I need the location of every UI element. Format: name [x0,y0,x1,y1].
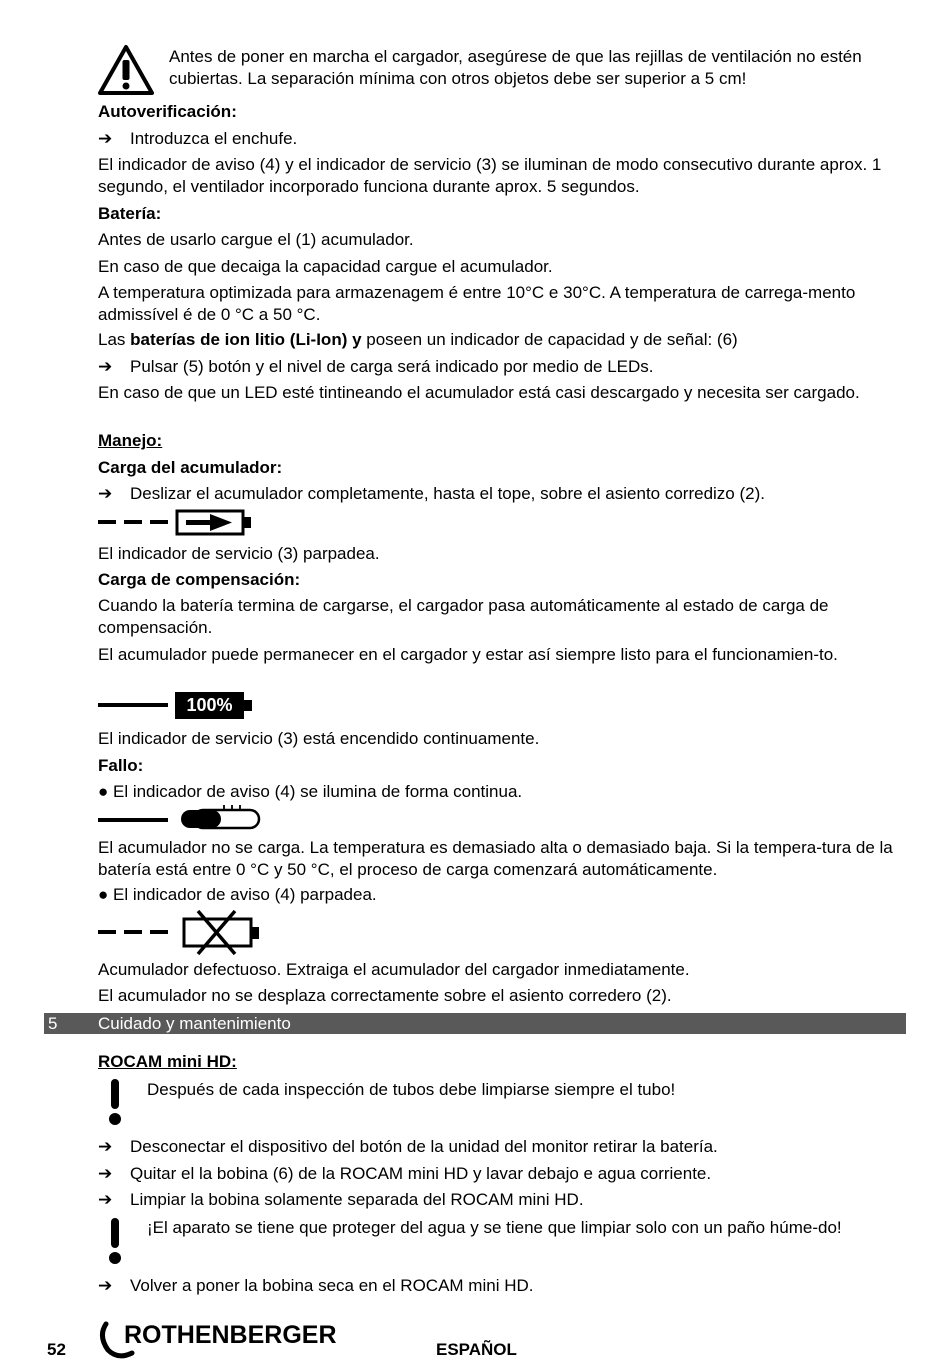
brand-logo [96,1320,356,1360]
brand-name: ROTHENBERGER [124,1321,337,1349]
bateria-p2: En caso de que decaiga la capacidad cargue el acumulador. [98,257,553,276]
arrow-icon: ➔ [98,129,113,148]
note-2: ¡El aparato se tiene que proteger del agua y se tiene que limpiar solo con un paño húme-do! [147,1218,842,1237]
bateria-p4-pre: Las [98,330,131,349]
step-1: Desconectar el dispositivo del botón de la unidad del monitor retirar la batería. [130,1137,718,1156]
compensacion-result: El indicador de servicio (3) está encendido continuamente. [98,729,540,748]
compensacion-p2: El acumulador puede permanecer en el cargador y estar así siempre listo para el funcionamien-to. [98,645,838,664]
page-number: 52 [47,1340,66,1359]
bateria-p3: A temperatura optimizada para armazenagem é entre 10°C e 30°C. A temperatura de carrega-mento admissível é de 0 °C a 50 °C. [98,283,856,324]
note-1: Después de cada inspección de tubos debe limpiarse siempre el tubo! [147,1080,676,1099]
fallo-bullet-2: ● El indicador de aviso (4) parpadea. [98,885,377,904]
autoverificacion-desc: El indicador de aviso (4) y el indicador de servicio (3) se iluminan de modo consecutivo durante aprox. 1 segundo, el ventilador incorporado funciona durante aprox. 5 segundos. [98,155,882,196]
step-2: Quitar el la bobina (6) de la ROCAM mini HD y lavar debajo e agua corriente. [130,1164,712,1183]
bateria-p5: En caso de que un LED esté tintineando el acumulador está casi descargado y necesita ser cargado. [98,383,860,402]
arrow-icon: ➔ [98,357,113,376]
rocam-heading: ROCAM mini HD: [98,1052,237,1071]
battery-terminal [244,700,252,711]
carga-step: Deslizar el acumulador completamente, hasta el tope, sobre el asiento corredizo (2). [130,484,765,503]
carga-heading: Carga del acumulador: [98,458,283,477]
autoverificacion-step: Introduzca el enchufe. [130,129,298,148]
arrow-icon: ➔ [98,1137,113,1156]
arrow-icon: ➔ [98,1190,113,1209]
language-label: ESPAÑOL [436,1340,517,1359]
section-number: 5 [48,1014,58,1033]
section-5-header [44,1013,906,1034]
thermometer-icon [96,804,266,834]
fallo-heading: Fallo: [98,756,144,775]
step-3: Limpiar la bobina solamente separada del ROCAM mini HD. [130,1190,584,1209]
fallo-bullet-2-desc-1: Acumulador defectuoso. Extraiga el acumulador del cargador inmediatamente. [98,960,690,979]
autoverificacion-heading: Autoverificación: [98,102,237,121]
exclamation-icon [109,1218,121,1264]
carga-result: El indicador de servicio (3) parpadea. [98,544,380,563]
manejo-heading: Manejo: [98,431,163,450]
battery-full-icon [96,692,258,720]
arrow-icon: ➔ [98,484,113,503]
battery-full-label: 100% [175,692,244,719]
warning-text: Antes de poner en marcha el cargador, asegúrese de que las rejillas de ventilación no estén cubiertas. La separación mínima con otros objetos debe ser superior a 5 cm! [169,47,862,88]
fallo-bullet-2-desc-2: El acumulador no se desplaza correctamente sobre el asiento corredero (2). [98,986,672,1005]
fallo-bullet-1-desc: El acumulador no se carga. La temperatura es demasiado alta o demasiado baja. Si la tempera-tura de la batería está entre 0 °C y 50 °C, el proceso de carga comenzará automáticamente. [98,838,893,879]
bateria-p4-post: poseen un indicador de capacidad y de señal: (6) [361,330,738,349]
arrow-icon: ➔ [98,1164,113,1183]
bateria-p4 [98,329,908,351]
section-title: Cuidado y mantenimiento [98,1014,291,1033]
steady-line [98,703,168,707]
bateria-step: Pulsar (5) botón y el nivel de carga será indicado por medio de LEDs. [130,357,654,376]
bateria-p4-bold: baterías de ion litio (Li-Ion) y [130,330,362,349]
arrow-icon: ➔ [98,1276,113,1295]
bateria-p1: Antes de usarlo cargue el (1) acumulador. [98,230,414,249]
compensacion-p1: Cuando la batería termina de cargarse, el cargador pasa automáticamente al estado de carga de compensación. [98,596,829,637]
exclamation-icon [109,1079,121,1125]
battery-charging-icon [96,508,256,538]
warning-triangle-icon [98,44,154,96]
step-4: Volver a poner la bobina seca en el ROCAM mini HD. [130,1276,534,1295]
fallo-bullet-1: ● El indicador de aviso (4) se ilumina de forma continua. [98,782,523,801]
bateria-heading: Batería: [98,204,162,223]
battery-defective-icon [96,908,266,956]
compensacion-heading: Carga de compensación: [98,570,301,589]
